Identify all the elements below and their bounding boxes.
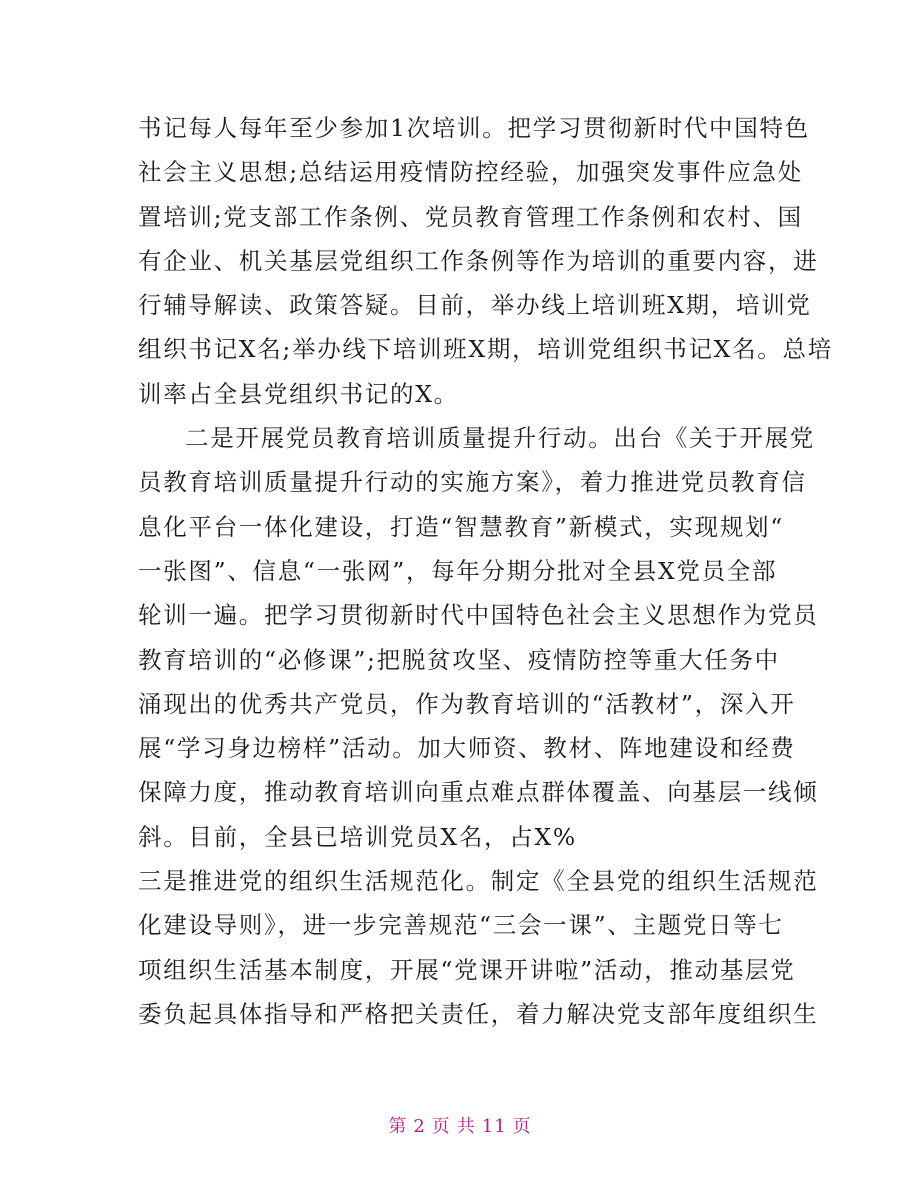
text-line: 保障力度，推动教育培训向重点难点群体覆盖、向基层一线倾 bbox=[138, 778, 819, 807]
text-line: 教育培训的“必修课”;把脱贫攻坚、疫情防控等重大任务中 bbox=[138, 645, 780, 674]
body-text bbox=[138, 106, 833, 1036]
footer-total-word: 共 bbox=[456, 1116, 476, 1137]
text-line: 项组织生活基本制度，开展“党课开讲啦”活动，推动基层党 bbox=[138, 955, 796, 984]
text-line: 委负起具体指导和严格把关责任，着力解决党支部年度组织生 bbox=[138, 999, 819, 1028]
text-line: 化建设导则》，进一步完善规范“三会一课”、主题党日等七 bbox=[138, 911, 784, 940]
text-line: 员教育培训质量提升行动的实施方案》，着力推进党员教育信 bbox=[138, 468, 807, 497]
text-line: 行辅导解读、政策答疑。目前，举办线上培训班X期，培训党 bbox=[138, 291, 812, 320]
paragraph-start-line: 三是推进党的组织生活规范化。制定《全县党的组织生活规范 bbox=[138, 867, 819, 896]
text-line: 展“学习身边榜样”活动。加大师资、教材、阵地建设和经费 bbox=[138, 734, 796, 763]
text-line: 训率占全县党组织书记的X。 bbox=[138, 379, 459, 408]
current-page-number: 2 bbox=[413, 1116, 426, 1137]
footer-suffix: 页 bbox=[512, 1116, 532, 1137]
text-line: 社会主义思想;总结运用疫情防控经验，加强突发事件应急处 bbox=[138, 158, 803, 187]
text-line: 书记每人每年至少参加1次培训。把学习贯彻新时代中国特色 bbox=[138, 114, 810, 142]
paragraph-start-line: 二是开展党员教育培训质量提升行动。出台《关于开展党 bbox=[185, 424, 815, 453]
text-line: 组织书记X名;举办线下培训班X期，培训党组织书记X名。总培 bbox=[138, 335, 833, 364]
text-line: 息化平台一体化建设，打造“智慧教育”新模式，实现规划“ bbox=[138, 512, 784, 541]
text-line: 置培训;党支部工作条例、党员教育管理工作条例和农村、国 bbox=[138, 202, 803, 231]
total-pages-number: 11 bbox=[481, 1116, 507, 1137]
footer-prefix: 第 bbox=[388, 1116, 408, 1137]
text-line: 斜。目前，全县已培训党员X名，占X% bbox=[138, 822, 577, 851]
text-line: 涌现出的优秀共产党员，作为教育培训的“活教材”，深入开 bbox=[138, 689, 796, 718]
text-line: 轮训一遍。把学习贯彻新时代中国特色社会主义思想作为党员 bbox=[138, 601, 819, 630]
text-line: 一张图”、信息“一张网”，每年分期分批对全县X党员全部 bbox=[138, 556, 778, 585]
text-line: 有企业、机关基层党组织工作条例等作为培训的重要内容，进 bbox=[138, 246, 819, 275]
page-footer bbox=[0, 1112, 920, 1138]
footer-page-word: 页 bbox=[431, 1116, 451, 1137]
